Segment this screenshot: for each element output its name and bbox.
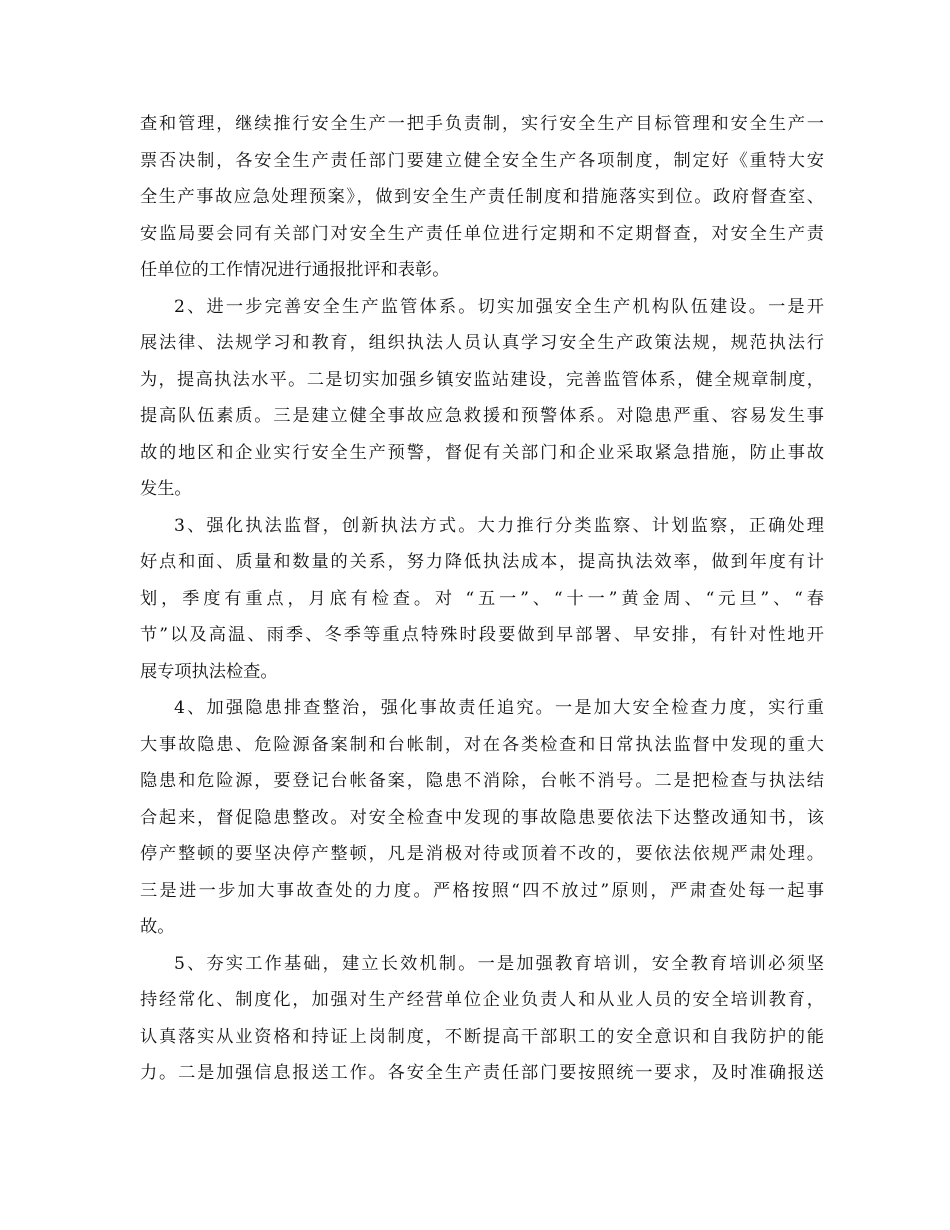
text-line: 节”以及高温、雨季、冬季等重点特殊时段要做到早部署、早安排，有针对性地开 [140,625,824,645]
text-line: 力。二是加强信息报送工作。各安全生产责任部门要按照统一要求，及时准确报送 [140,1063,824,1083]
text-line: 大事故隐患、危险源备案制和台帐制，对在各类检查和日常执法监督中发现的重大 [140,734,824,755]
text-line: 2、进一步完善安全生产监管体系。切实加强安全生产机构队伍建设。一是开 [174,296,824,317]
paragraph-1 [140,106,824,289]
text-line: 提高队伍素质。三是建立健全事故应急救援和预警体系。对隐患严重、容易发生事 [140,406,824,426]
text-line: 故的地区和企业实行安全生产预警，督促有关部门和企业采取紧急措施，防止事故 [140,442,824,463]
text-line: 展法律、法规学习和教育，组织执法人员认真学习安全生产政策法规，规范执法行 [140,333,824,353]
text-line: 三是进一步加大事故查处的力度。严格按照“四不放过”原则，严肃查处每一起事 [140,880,824,901]
text-line: 3、强化执法监督，创新执法方式。大力推行分类监察、计划监察，正确处理 [174,515,824,536]
text-line: 划，季度有重点，月底有检查。对 “五一”、“十一”黄金周、“元旦”、“春 [140,588,824,609]
text-line: 4、加强隐患排查整治，强化事故责任追究。一是加大安全检查力度，实行重 [174,698,824,718]
paragraph-3 [140,508,824,691]
text-line: 好点和面、质量和数量的关系，努力降低执法成本，提高执法效率，做到年度有计 [140,552,824,572]
text-line: 停产整顿的要坚决停产整顿，凡是消极对待或顶着不改的，要依法依规严肃处理。 [140,844,824,864]
text-line: 合起来，督促隐患整改。对安全检查中发现的事故隐患要依法下达整改通知书，该 [140,807,824,828]
text-line: 为，提高执法水平。二是切实加强乡镇安监站建设，完善监管体系，健全规章制度， [140,369,824,390]
text-line: 持经常化、制度化，加强对生产经营单位企业负责人和从业人员的安全培训教育， [140,990,824,1010]
text-line: 票否决制，各安全生产责任部门要建立健全安全生产各项制度，制定好《重特大安 [140,150,824,171]
text-line: 查和管理，继续推行安全生产一把手负责制，实行安全生产目标管理和安全生产一 [140,114,824,134]
document-body [140,106,824,1092]
text-line: 展专项执法检查。 [140,661,278,682]
text-line: 隐患和危险源，要登记台帐备案，隐患不消除，台帐不消号。二是把检查与执法结 [140,771,824,791]
paragraph-5 [140,946,824,1092]
text-line: 全生产事故应急处理预案》，做到安全生产责任制度和措施落实到位。政府督查室、 [140,187,824,207]
text-line: 安监局要会同有关部门对安全生产责任单位进行定期和不定期督查，对安全生产责 [140,223,824,244]
paragraph-2 [140,289,824,508]
text-line: 5、夯实工作基础，建立长效机制。一是加强教育培训，安全教育培训必须坚 [174,953,824,974]
text-line: 故。 [140,917,175,937]
paragraph-4 [140,690,824,946]
text-line: 任单位的工作情况进行通报批评和表彰。 [140,260,450,280]
text-line: 认真落实从业资格和持证上岗制度，不断提高干部职工的安全意识和自我防护的能 [140,1026,824,1047]
text-line: 发生。 [140,479,192,499]
